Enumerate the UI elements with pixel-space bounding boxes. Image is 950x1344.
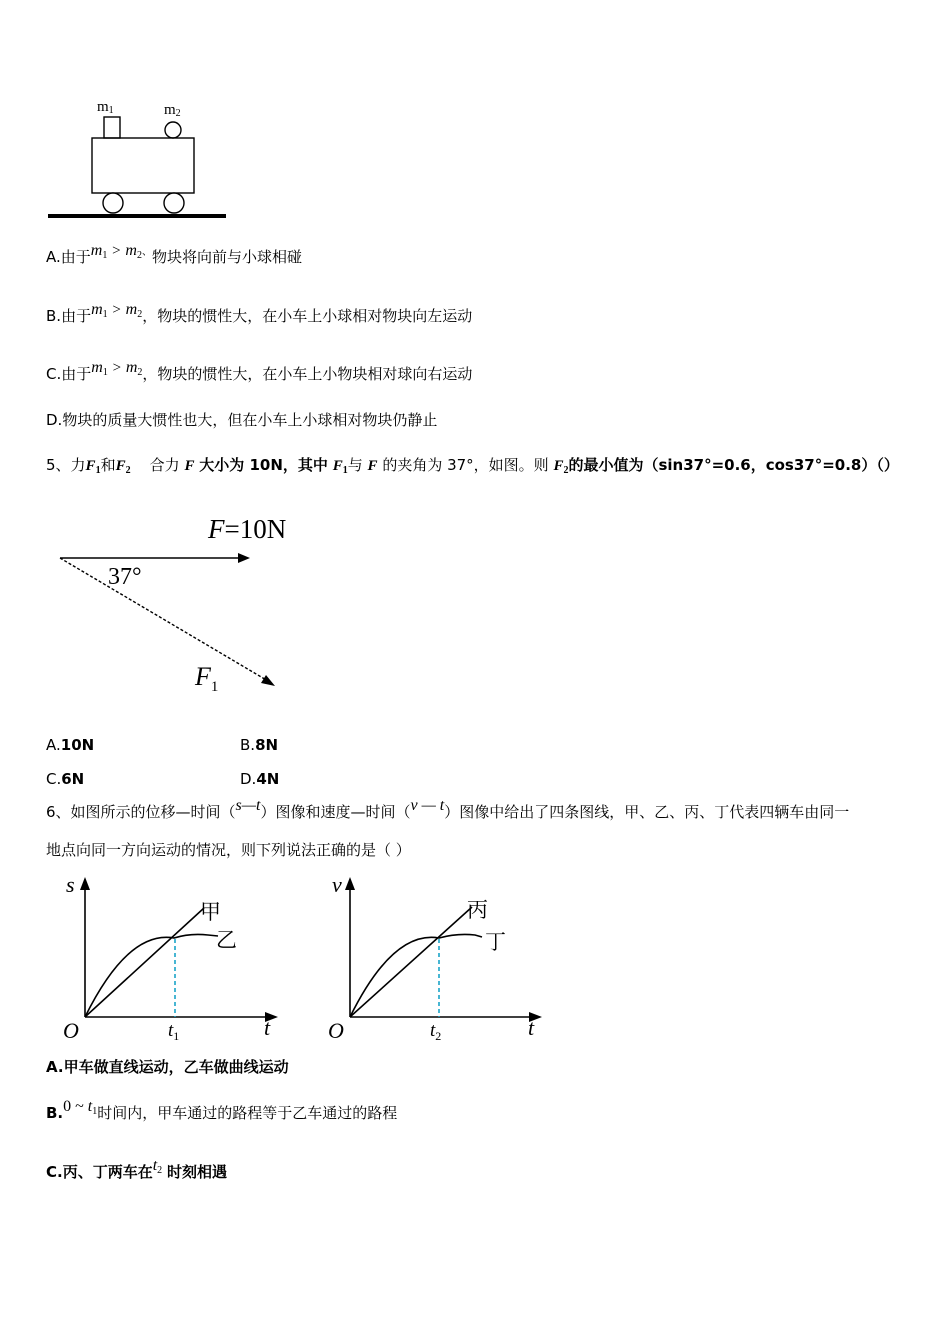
q5-option-d[interactable]: D.4N: [240, 770, 280, 788]
svg-text:s: s: [66, 872, 75, 897]
svg-text:乙: 乙: [216, 928, 237, 952]
curve-yi: [85, 934, 218, 1017]
label-m1: m1: [97, 99, 114, 116]
q4-option-b[interactable]: B.由于$m_1 > m_2$，物块的惯性大，在小车上小球相对物块向左运动: [46, 301, 473, 325]
svg-text:t: t: [528, 1015, 535, 1040]
line-jia: [85, 908, 204, 1017]
cart-wheel-right: [164, 193, 184, 213]
line-bing: [350, 907, 472, 1017]
q6-option-c[interactable]: C.丙、丁两车在$t_2$ 时刻相遇: [46, 1157, 227, 1181]
angle-label: 37°: [108, 564, 142, 590]
ball-m2: [165, 122, 181, 138]
q4-option-c[interactable]: C.由于$m_1 > m_2$，物块的惯性大，在小车上小物块相对球向右运动: [46, 359, 473, 383]
block-m1: [104, 117, 120, 138]
force-figure: [50, 510, 310, 700]
svg-text:t: t: [264, 1015, 271, 1040]
svg-text:丙: 丙: [467, 898, 488, 922]
cart-figure: [40, 95, 240, 225]
q5-option-a[interactable]: A.10N: [46, 736, 95, 754]
q5-stem: 5、力$F_1$和$F_2$ 合力 F 大小为 10N，其中 $F_1$与 F 的夹角为 37°，如图。则 $F_2$的最小值为（sin37°=0.6，cos37°=0.8）（）: [46, 456, 899, 476]
q6-stem-line2: 地点向同一方向运动的情况，则下列说法正确的是（ ）: [46, 841, 411, 859]
q6-option-b[interactable]: B.0 ~ $t_1$时间内，甲车通过的路程等于乙车通过的路程: [46, 1098, 398, 1122]
force-f-arrowhead: [238, 553, 250, 563]
force-f1-label: $F_1$: [195, 662, 219, 695]
svg-text:O: O: [328, 1018, 344, 1043]
q6-stem-line1: 6、如图所示的位移—时间（s—t）图像和速度—时间（v — t）图像中给出了四条图线，甲、乙、丙、丁代表四辆车由同一: [46, 797, 850, 821]
force-f-label: F=10N: [208, 514, 287, 544]
force-f1-vector: [60, 558, 268, 681]
svg-text:O: O: [63, 1018, 79, 1043]
cart-body: [92, 138, 194, 193]
cart-wheel-left: [103, 193, 123, 213]
q5-option-b[interactable]: B.8N: [240, 736, 279, 754]
q4-option-a[interactable]: A.由于$m_1 > m_2$、物块将向前与小球相碰: [46, 242, 302, 266]
svg-text:甲: 甲: [200, 900, 221, 924]
q4-option-d[interactable]: D.物块的质量大惯性也大，但在小车上小球相对物块仍静止: [46, 411, 438, 429]
svg-text:丁: 丁: [485, 930, 506, 954]
q5-option-c[interactable]: C.6N: [46, 770, 85, 788]
s-t-graph: [58, 872, 288, 1047]
svg-text:v: v: [332, 872, 342, 897]
force-f1-arrowhead: [261, 675, 275, 686]
label-m2: m2: [164, 102, 181, 119]
svg-text:t1: $t_1$: [168, 1020, 180, 1043]
svg-text:t2: $t_2$: [430, 1020, 442, 1043]
q6-option-a[interactable]: A.甲车做直线运动，乙车做曲线运动: [46, 1058, 289, 1076]
v-t-graph: [322, 872, 552, 1047]
curve-ding: [350, 934, 482, 1017]
